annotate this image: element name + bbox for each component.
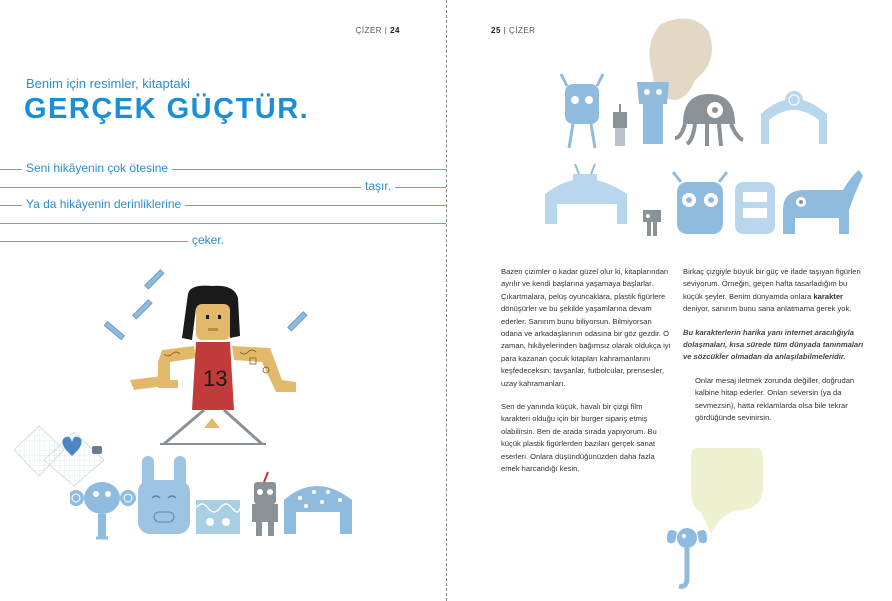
page-folio-right: 25 | ÇİZER <box>491 26 536 35</box>
dome-creature-figure <box>284 486 352 534</box>
arch-creature-figure <box>761 91 827 144</box>
seahorse-creature-figure <box>661 518 711 590</box>
dinosaur-figure <box>783 170 863 234</box>
text-line-2: taşır. <box>361 179 395 193</box>
round-creature-figure <box>70 482 136 538</box>
rule-line <box>0 241 190 242</box>
goggle-creature-figure <box>673 172 727 234</box>
page-number: 25 <box>491 26 501 35</box>
tiny-robot-figure <box>643 210 661 236</box>
dome-legs-creature-figure <box>545 164 627 224</box>
rule-line <box>0 223 446 224</box>
footballer-illustration <box>100 258 340 458</box>
bold-term: karakter <box>813 291 843 301</box>
jersey-number: 13 <box>203 366 228 391</box>
box-creature-figure <box>196 500 240 534</box>
text-line-4: çeker. <box>188 233 228 247</box>
octopus-figure <box>675 94 743 146</box>
emphasis-paragraph: Bu karakterlerin harika yanı internet aracılığıyla dolaşmaları, kısa sürede tüm dünyada tanınmaları ve sözcükler olmadan da anlaşılabilmeleridir. <box>683 327 864 362</box>
tall-creature-figure <box>637 82 669 144</box>
text-line-1: Seni hikâyenin çok ötesine <box>22 161 172 175</box>
boxy-creature-figure <box>735 182 775 234</box>
creature-figures-row <box>70 450 360 545</box>
text-column-2 <box>683 266 865 435</box>
rabbit-figure <box>138 456 190 534</box>
small-robot-figure <box>613 104 627 146</box>
paragraph: Bazen çizimler o kadar güzel olur ki, kitaplarından ayrılır ve kendi başlarına yaşamaya başlarlar. Çıkartmalara, pelüş oyuncaklara, plastik figürlere dönüşürler ve bu şekilde yaşamlarına devam ederler. Sanırım bunu biliyorsun. Bilmiyorsan odana ve arkadaşlarının odasına bir göz gezdir. O zaman, hikâyelerinden bağımsız olarak oldukça iyi para kazanan çocuk kitapları kahramanlarını keşfedeceksin: tavşanlar, futbolcular, prensesler, uzay kahramanları. <box>501 267 671 388</box>
right-page <box>447 0 892 601</box>
page-folio-left: ÇİZER | 24 <box>355 26 400 35</box>
robot-figure <box>252 472 278 536</box>
paragraph: Sen de yanında küçük, havalı bir çizgi film karakteri olduğu için bir burger sipariş etmiş olabilirsin. Ben de arada sırada yapıyorum. Bu küçük plastik figürlerden bazıları gerçek sanat eserleri. Onlara düşündüğünüzden daha fazla emek harcandığı kesin. <box>501 402 657 474</box>
page-title: GERÇEK GÜÇTÜR. <box>24 93 310 125</box>
character-collection-illustration <box>543 14 863 244</box>
folio-label: ÇİZER <box>355 26 383 35</box>
page-number: 24 <box>390 26 400 35</box>
paragraph: Birkaç çizgiyle büyük bir güç ve ifade taşıyan figürleri seviyorum. Örneğin, geçen hafta tasarladığım bu küçük şeyler. Benim dünyamda onlara karakter deniyor, sanırım bunu sana anlatmama gerek yok. <box>683 267 861 314</box>
paragraph: Onlar mesaj iletmek zorunda değiller, doğrudan kalbine hitap ederler. Onları seversin (ya da sevmezsin), hatta reklamlarda olsa bile tekrar gördüğünde sevinirsin. <box>695 375 855 423</box>
text-line-3: Ya da hikâyenin derinliklerine <box>22 197 185 211</box>
heading-subtitle: Benim için resimler, kitaptaki <box>26 76 190 91</box>
antenna-creature-figure <box>561 74 603 148</box>
folio-label: ÇİZER <box>508 26 536 35</box>
text-column-1 <box>501 266 673 487</box>
